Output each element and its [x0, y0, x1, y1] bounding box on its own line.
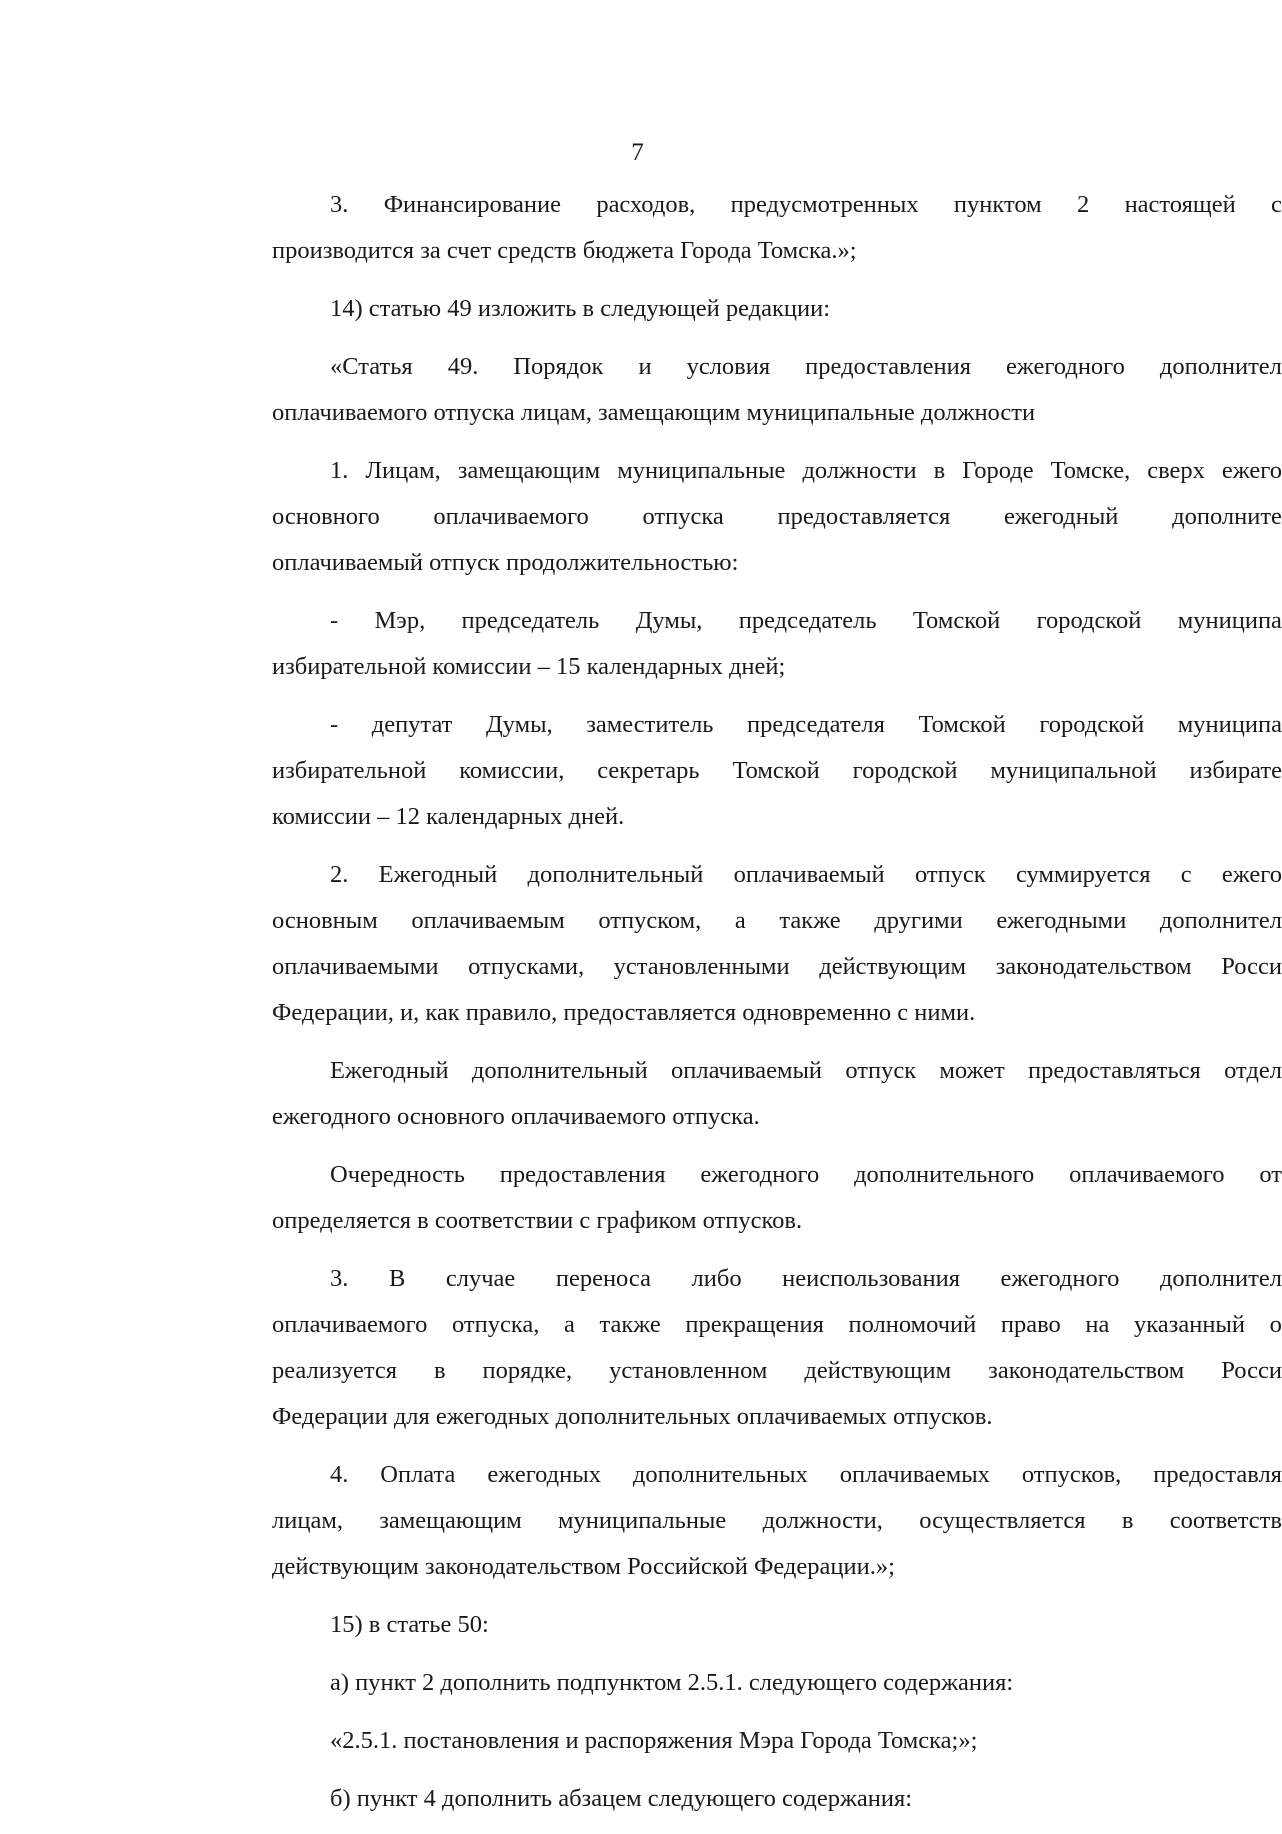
- paragraph: [272, 1602, 1282, 1648]
- word: расходов,: [596, 191, 696, 218]
- word: действующим: [819, 953, 967, 980]
- word: в: [1121, 1507, 1134, 1534]
- word: отпуск: [845, 1057, 917, 1084]
- word: ежего: [1221, 861, 1282, 888]
- word: установленными: [613, 953, 790, 980]
- paragraph: [272, 1256, 1282, 1440]
- word: городской: [852, 757, 958, 784]
- word: Росси: [1221, 1357, 1282, 1384]
- paragraph: [272, 852, 1282, 1036]
- word: Оплата: [380, 1461, 456, 1488]
- word: оплачиваемого: [1069, 1161, 1225, 1188]
- word: ежегодного: [700, 1161, 820, 1188]
- word: должности: [802, 457, 917, 484]
- word: отпусков,: [1021, 1461, 1122, 1488]
- text-line: б) пункт 4 дополнить абзацем следующего содержания:: [330, 1785, 913, 1812]
- word: установленном: [609, 1357, 768, 1384]
- paragraph: [272, 182, 1282, 274]
- word: 3.: [330, 1265, 349, 1292]
- word: 2.: [330, 861, 349, 888]
- paragraph: [272, 1776, 1282, 1822]
- word: -: [330, 711, 339, 738]
- text-line: [272, 1498, 1282, 1544]
- word: сверх: [1147, 457, 1205, 484]
- word: пунктом: [953, 191, 1042, 218]
- word: заместитель: [586, 711, 714, 738]
- word: действующим: [804, 1357, 952, 1384]
- paragraph: [272, 598, 1282, 690]
- word: Финансирование: [383, 191, 561, 218]
- word: дополнител: [1159, 907, 1282, 934]
- word: оплачиваемого: [272, 1311, 428, 1338]
- word: замещающим: [457, 457, 601, 484]
- word: и: [638, 353, 652, 380]
- word: с: [1271, 191, 1282, 218]
- word: оплачиваемый: [733, 861, 885, 888]
- word: комиссии,: [459, 757, 565, 784]
- word: ежего: [1221, 457, 1282, 484]
- text-line: [272, 494, 1282, 540]
- word: другими: [874, 907, 963, 934]
- word: дополните: [1172, 503, 1282, 530]
- paragraph: [272, 1660, 1282, 1706]
- text-line: «2.5.1. постановления и распоряжения Мэра Города Томска;»;: [330, 1727, 978, 1754]
- word: с: [1180, 861, 1192, 888]
- word: оплачиваемого: [433, 503, 589, 530]
- word: оплачиваемыми: [272, 953, 439, 980]
- word: 1.: [330, 457, 349, 484]
- word: дополнительных: [632, 1461, 808, 1488]
- word: ежегодный: [1003, 503, 1119, 530]
- paragraph: [272, 1718, 1282, 1764]
- word: дополнител: [1159, 1265, 1282, 1292]
- word: председателя: [747, 711, 885, 738]
- word: прекращения: [685, 1311, 824, 1338]
- word: председатель: [738, 607, 877, 634]
- word: 2: [1076, 191, 1090, 218]
- word: избирате: [1189, 757, 1282, 784]
- text-line: оплачиваемого отпуска лицам, замещающим муниципальные должности: [272, 399, 1036, 426]
- word: порядке,: [482, 1357, 573, 1384]
- paragraph: [272, 344, 1282, 436]
- word: предоставляться: [1028, 1057, 1201, 1084]
- word: секретарь: [597, 757, 700, 784]
- word: в: [933, 457, 946, 484]
- word: предоставления: [805, 353, 971, 380]
- word: оплачиваемый: [671, 1057, 823, 1084]
- word: Томской: [732, 757, 820, 784]
- text-line: [272, 344, 1282, 390]
- text-line: [272, 182, 1282, 228]
- word: оплачиваемых: [839, 1461, 990, 1488]
- word: 3.: [330, 191, 349, 218]
- text-line: [272, 944, 1282, 990]
- word: также: [599, 1311, 661, 1338]
- word: В: [388, 1265, 406, 1292]
- word: дополнител: [1159, 353, 1282, 380]
- word: на: [1085, 1311, 1110, 1338]
- word: предоставления: [499, 1161, 666, 1188]
- word: ежегодных: [487, 1461, 601, 1488]
- word: должности,: [762, 1507, 883, 1534]
- word: избирательной: [272, 757, 427, 784]
- text-line: [272, 1452, 1282, 1498]
- word: муниципальной: [990, 757, 1157, 784]
- word: лицам,: [272, 1507, 343, 1534]
- word: в: [433, 1357, 446, 1384]
- paragraph: [272, 1048, 1282, 1140]
- word: отпуска: [642, 503, 724, 530]
- word: может: [939, 1057, 1005, 1084]
- word: дополнительный: [471, 1057, 648, 1084]
- paragraph: [272, 1152, 1282, 1244]
- word: либо: [691, 1265, 742, 1292]
- word: депутат: [371, 711, 453, 738]
- word: а: [563, 1311, 575, 1338]
- text-line: действующим законодательством Российской Федерации.»;: [272, 1553, 895, 1580]
- paragraph: [272, 1452, 1282, 1590]
- word: муниципальные: [617, 457, 786, 484]
- word: ежегодными: [996, 907, 1127, 934]
- text-line: оплачиваемый отпуск продолжительностью:: [272, 549, 739, 576]
- word: Росси: [1221, 953, 1282, 980]
- word: дополнительного: [854, 1161, 1035, 1188]
- word: муниципальные: [558, 1507, 727, 1534]
- page-number: 7: [631, 139, 644, 166]
- text-line: [272, 1256, 1282, 1302]
- word: Порядок: [513, 353, 604, 380]
- text-line: Федерации, и, как правило, предоставляется одновременно с ними.: [272, 999, 976, 1026]
- text-line: ежегодного основного оплачиваемого отпуска.: [272, 1103, 760, 1130]
- word: предоставляется: [777, 503, 951, 530]
- word: законодательством: [988, 1357, 1185, 1384]
- word: случае: [445, 1265, 516, 1292]
- text-line: [272, 1048, 1282, 1094]
- word: а: [734, 907, 746, 934]
- text-line: Федерации для ежегодных дополнительных оплачиваемых отпусков.: [272, 1403, 993, 1430]
- word: основного: [272, 503, 380, 530]
- word: указанный: [1134, 1311, 1246, 1338]
- word: отпуском,: [598, 907, 702, 934]
- word: Томске,: [1050, 457, 1131, 484]
- text-line: [272, 898, 1282, 944]
- word: о: [1269, 1311, 1282, 1338]
- word: председатель: [461, 607, 600, 634]
- text-line: [272, 598, 1282, 644]
- word: Городе: [962, 457, 1034, 484]
- word: отдел: [1224, 1057, 1282, 1084]
- word: осуществляется: [919, 1507, 1086, 1534]
- text-line: [272, 1348, 1282, 1394]
- text-line: определяется в соответствии с графиком отпусков.: [272, 1207, 803, 1234]
- word: условия: [686, 353, 771, 380]
- word: замещающим: [379, 1507, 522, 1534]
- word: муниципа: [1177, 607, 1282, 634]
- word: ежегодного: [1006, 353, 1125, 380]
- text-line: [272, 748, 1282, 794]
- text-line: [272, 852, 1282, 898]
- text-line: а) пункт 2 дополнить подпунктом 2.5.1. следующего содержания:: [330, 1669, 1014, 1696]
- word: право: [1000, 1311, 1061, 1338]
- word: Ежегодный: [378, 861, 498, 888]
- word: Думы,: [635, 607, 703, 634]
- paragraph: [272, 286, 1282, 332]
- text-line: [272, 1302, 1282, 1348]
- word: ежегодного: [1000, 1265, 1120, 1292]
- word: Очередность: [330, 1161, 465, 1188]
- paragraph: [272, 448, 1282, 586]
- word: -: [330, 607, 339, 634]
- word: также: [779, 907, 841, 934]
- text-line: [272, 1152, 1282, 1198]
- word: «Статья: [330, 353, 413, 380]
- word: отпуск: [914, 861, 986, 888]
- word: муниципа: [1177, 711, 1282, 738]
- word: отпусками,: [468, 953, 585, 980]
- word: Лицам,: [365, 457, 441, 484]
- text-line: производится за счет средств бюджета Города Томска.»;: [272, 237, 857, 264]
- word: Думы,: [485, 711, 553, 738]
- word: предоставля: [1153, 1461, 1282, 1488]
- text-line: [272, 702, 1282, 748]
- word: полномочий: [848, 1311, 977, 1338]
- text-line: [272, 448, 1282, 494]
- word: соответств: [1169, 1507, 1282, 1534]
- word: неиспользования: [782, 1265, 960, 1292]
- word: городской: [1036, 607, 1142, 634]
- word: городской: [1039, 711, 1145, 738]
- text-line: комиссии – 12 календарных дней.: [272, 803, 625, 830]
- paragraph: [272, 702, 1282, 840]
- word: Мэр,: [374, 607, 426, 634]
- word: оплачиваемым: [411, 907, 565, 934]
- word: от: [1259, 1161, 1282, 1188]
- word: предусмотренных: [730, 191, 919, 218]
- text-line: избирательной комиссии – 15 календарных дней;: [272, 653, 786, 680]
- word: переноса: [555, 1265, 651, 1292]
- word: основным: [272, 907, 378, 934]
- document-body: [272, 182, 1282, 1834]
- word: 4.: [330, 1461, 349, 1488]
- word: реализуется: [272, 1357, 397, 1384]
- word: 49.: [447, 353, 479, 380]
- word: суммируется: [1016, 861, 1151, 888]
- word: Томской: [912, 607, 1001, 634]
- text-line: 14) статью 49 изложить в следующей редакции:: [330, 295, 831, 322]
- word: дополнительный: [527, 861, 704, 888]
- text-line: 15) в статье 50:: [330, 1611, 489, 1638]
- word: законодательством: [995, 953, 1192, 980]
- word: отпуска,: [451, 1311, 540, 1338]
- word: Томской: [918, 711, 1006, 738]
- word: Ежегодный: [330, 1057, 449, 1084]
- word: настоящей: [1124, 191, 1236, 218]
